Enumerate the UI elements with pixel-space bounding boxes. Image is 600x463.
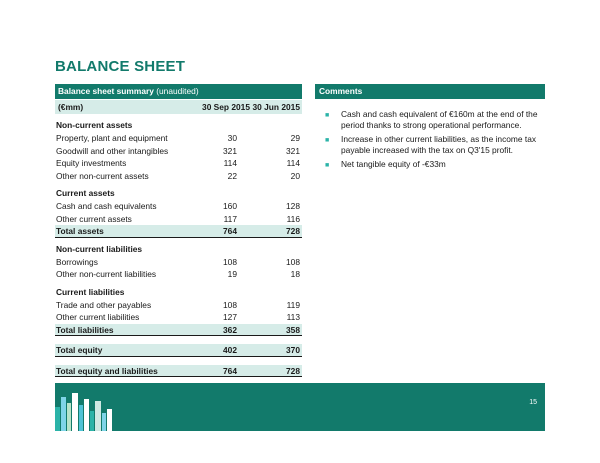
- col-header-sep-2015: 30 Sep 2015: [202, 102, 250, 112]
- footer-band: [55, 383, 545, 431]
- table-row: [55, 132, 302, 145]
- row-label: Property, plant and equipment: [56, 133, 168, 143]
- row-label: Total liabilities: [56, 324, 114, 335]
- table-row: [55, 299, 302, 312]
- row-value: 128: [286, 201, 300, 211]
- table-row: [55, 145, 302, 158]
- table-row: [55, 256, 302, 269]
- column-headers: [55, 100, 302, 114]
- row-label: Total assets: [56, 226, 104, 236]
- total-row: [55, 344, 302, 357]
- comment-item: [325, 159, 545, 170]
- row-label: Other non-current liabilities: [56, 269, 157, 279]
- comment-text: Cash and cash equivalent of €160m at the end of the period thanks to strong operational performance.: [341, 109, 538, 130]
- row-value: 728: [286, 365, 300, 376]
- table-row: [55, 213, 302, 226]
- row-value: 19: [227, 269, 237, 279]
- page-title: BALANCE SHEET: [55, 58, 186, 75]
- row-value: 321: [286, 145, 300, 156]
- comment-text: Net tangible equity of -€33m: [341, 159, 446, 169]
- unit-label: (€mm): [58, 102, 84, 112]
- table-row: [55, 157, 302, 170]
- balance-sheet-table: [55, 84, 302, 377]
- row-value: 362: [223, 324, 237, 335]
- row-value: 22: [227, 170, 237, 181]
- comment-list: [315, 109, 545, 170]
- row-value: 18: [290, 269, 300, 279]
- comment-text: Increase in other current liabilities, as the income tax payable increased with the tax on Q3'15 profit.: [341, 134, 537, 155]
- row-value: 116: [286, 213, 300, 224]
- section-heading: Current assets: [56, 188, 115, 198]
- row-value: 114: [223, 158, 237, 168]
- table-header: [55, 84, 302, 99]
- row-value: 113: [286, 312, 300, 322]
- row-label: Trade and other payables: [56, 299, 152, 310]
- row-label: Other non-current assets: [56, 170, 149, 181]
- section-heading: Current liabilities: [56, 286, 125, 297]
- row-value: 358: [286, 324, 300, 335]
- row-value: 29: [290, 133, 300, 143]
- row-value: 108: [286, 256, 300, 267]
- table-row: [55, 170, 302, 183]
- row-label: Equity investments: [56, 158, 127, 168]
- row-value: 117: [223, 213, 237, 224]
- comments-header: Comments: [315, 84, 545, 99]
- row-value: 30: [227, 133, 237, 143]
- table-title: Balance sheet summary: [58, 86, 154, 96]
- row-value: 764: [223, 365, 237, 376]
- table-row: [55, 200, 302, 213]
- row-value: 321: [223, 145, 237, 156]
- logo-bars-icon: [55, 383, 115, 431]
- row-value: 370: [286, 345, 300, 355]
- row-value: 402: [223, 345, 237, 355]
- row-label: Borrowings: [56, 256, 98, 267]
- row-value: 127: [223, 312, 237, 322]
- square-bullet-icon: ■: [325, 137, 330, 144]
- table-row: [55, 311, 302, 324]
- row-label: Other current assets: [56, 213, 132, 224]
- row-label: Cash and cash equivalents: [56, 201, 157, 211]
- row-value: 119: [286, 299, 300, 310]
- square-bullet-icon: ■: [325, 162, 330, 169]
- section-heading: Non-current assets: [56, 120, 133, 130]
- total-row: [55, 365, 302, 378]
- row-label: Goodwill and other intangibles: [56, 145, 169, 156]
- col-header-jun-2015: 30 Jun 2015: [252, 102, 300, 112]
- square-bullet-icon: ■: [325, 112, 330, 119]
- row-label: Total equity and liabilities: [56, 365, 158, 376]
- row-value: 764: [223, 226, 237, 236]
- row-value: 160: [223, 201, 237, 211]
- row-value: 20: [290, 170, 300, 181]
- comment-item: [325, 109, 545, 131]
- table-row: [55, 268, 302, 281]
- table-subtitle: (unaudited): [156, 86, 199, 96]
- row-value: 114: [286, 158, 300, 168]
- row-label: Other current liabilities: [56, 312, 140, 322]
- row-value: 108: [223, 299, 237, 310]
- total-row: [55, 225, 302, 238]
- section-heading: Non-current liabilities: [56, 243, 143, 254]
- comments-panel: [315, 84, 545, 173]
- row-value: 728: [286, 226, 300, 236]
- row-value: 108: [223, 256, 237, 267]
- row-label: Total equity: [56, 345, 103, 355]
- comment-item: [325, 134, 545, 156]
- page-number: 15: [529, 399, 537, 406]
- total-row: [55, 324, 302, 337]
